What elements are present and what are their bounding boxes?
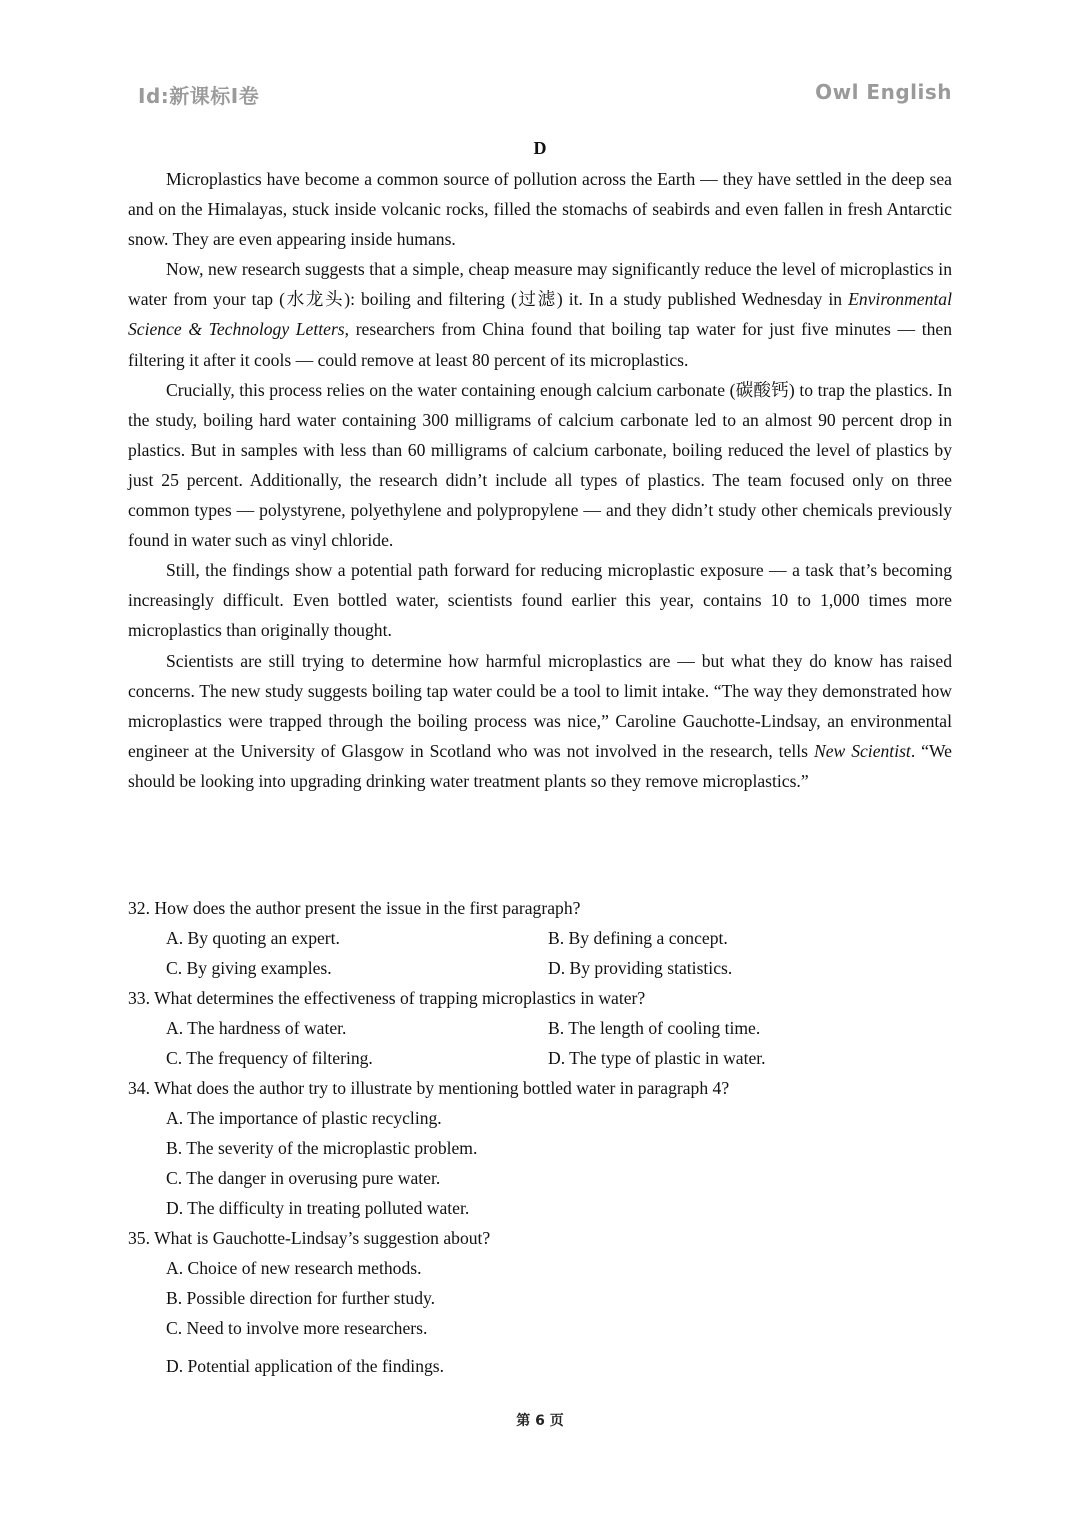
journal-title: Environmental Science & Technology Letters [128, 289, 952, 340]
paragraph-2 [128, 254, 952, 374]
question-35-option-b: B. Possible direction for further study. [166, 1288, 436, 1308]
question-34-stem: 34. What does the author try to illustrate by mentioning bottled water in paragraph 4? [128, 1078, 730, 1098]
question-33-options-row-2 [128, 1043, 952, 1073]
question-33-option-a: A. The hardness of water. [166, 1018, 347, 1038]
question-34-option-a: A. The importance of plastic recycling. [166, 1108, 442, 1128]
question-32-stem: 32. How does the author present the issue in the first paragraph? [128, 898, 581, 918]
question-list [128, 893, 952, 1381]
paragraph-5-text-a: Scientists are still trying to determine how harmful microplastics are — but what they do know has raised concerns. The new study suggests boiling tap water could be a tool to limit intake. “The way they demonstrated how microplastics were trapped through the boiling process was nice,” Caroline Gauchotte-Lindsay, an environmental engineer at the University of Glasgow in Scotland who was not involved in the research, tells [128, 650, 952, 761]
reading-passage [128, 164, 952, 796]
header-brand-label: Owl English [815, 80, 952, 104]
question-35-option-a: A. Choice of new research methods. [166, 1258, 422, 1278]
page-number: 第 6 页 [516, 1413, 564, 1429]
question-32-options-row-2 [128, 953, 952, 983]
paragraph-2-text-b: , researchers from China found that boiling tap water for just five minutes — then filtering it after it cools — could remove at least 80 percent of its microplastics. [128, 319, 952, 370]
question-35-stem: 35. What is Gauchotte-Lindsay’s suggestion about? [128, 1228, 491, 1248]
question-33-stem: 33. What determines the effectiveness of trapping microplastics in water? [128, 988, 646, 1008]
question-35-option-d: D. Potential application of the findings. [166, 1356, 445, 1376]
question-32-option-c: C. By giving examples. [166, 958, 332, 978]
question-34-option-b: B. The severity of the microplastic problem. [166, 1138, 478, 1158]
header-id-label: Id:新课标I卷 [138, 84, 260, 108]
question-33-options-row-1 [128, 1013, 952, 1043]
question-32-option-d: D. By providing statistics. [548, 958, 733, 978]
question-33-option-d: D. The type of plastic in water. [548, 1048, 766, 1068]
paragraph-4: Still, the findings show a potential path forward for reducing microplastic exposure — a task that’s becoming increasingly difficult. Even bottled water, scientists found earlier this year, contains 10 to 1,000 times more microplastics than originally thought. [128, 560, 952, 641]
question-32-option-b: B. By defining a concept. [548, 928, 728, 948]
paragraph-3: Crucially, this process relies on the water containing enough calcium carbonate (碳酸钙) to trap the plastics. In the study, boiling hard water containing 300 milligrams of calcium carbonate led to an almost 90 percent drop in plastics. But in samples with less than 60 milligrams of calcium carbonate, boiling reduced the level of plastics by just 25 percent. Additionally, the research didn’t include all types of plastics. The team focused only on three common types — polystyrene, polyethylene and polypropylene — and they didn’t study other chemicals previously found in water such as vinyl chloride. [128, 379, 952, 551]
question-35-option-c: C. Need to involve more researchers. [166, 1318, 428, 1338]
question-32-option-a: A. By quoting an expert. [166, 928, 340, 948]
source-title: New Scientist [813, 740, 911, 761]
question-32-options-row-1 [128, 923, 952, 953]
paragraph-1: Microplastics have become a common source of pollution across the Earth — they have settled in the deep sea and on the Himalayas, stuck inside volcanic rocks, filled the stomachs of seabirds and even fallen in fresh Antarctic snow. They are even appearing inside humans. [128, 169, 952, 250]
question-34-option-c: C. The danger in overusing pure water. [166, 1168, 441, 1188]
question-34-option-d: D. The difficulty in treating polluted water. [166, 1198, 470, 1218]
paragraph-5-text-b: . “We should be looking into upgrading drinking water treatment plants so they remove microplastics.” [128, 740, 952, 791]
paragraph-5 [128, 646, 952, 796]
question-33-option-c: C. The frequency of filtering. [166, 1048, 373, 1068]
paragraph-2-text-a: Now, new research suggests that a simple, cheap measure may significantly reduce the level of microplastics in water from your tap (水龙头): boiling and filtering (过滤) it. In a study published Wednesday in [128, 259, 952, 310]
section-letter: D [533, 138, 547, 158]
question-33-option-b: B. The length of cooling time. [548, 1018, 761, 1038]
